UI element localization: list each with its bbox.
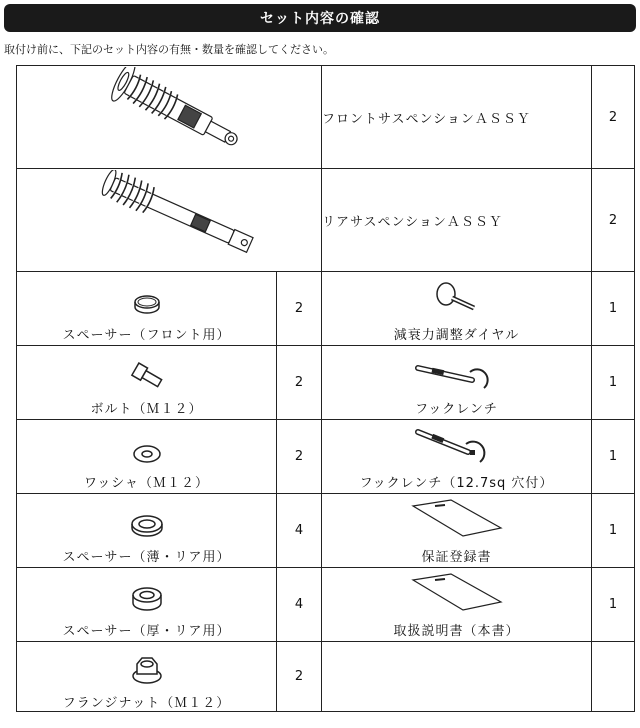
part-cell <box>322 346 592 420</box>
parts-table <box>16 65 635 712</box>
front-assembly-image-cell <box>17 66 322 169</box>
front-coilover-icon <box>84 67 254 167</box>
part-qty: 2 <box>277 420 322 494</box>
part-name: フックレンチ <box>415 402 498 417</box>
assembly-qty: 2 <box>592 66 635 169</box>
damping-dial-icon <box>432 278 482 318</box>
part-cell <box>17 642 277 712</box>
table-row <box>17 272 635 346</box>
assembly-name: リアサスペンションＡＳＳＹ <box>322 169 592 272</box>
part-name: ワッシャ（Ｍ１２） <box>83 476 210 491</box>
part-cell <box>322 420 592 494</box>
part-qty: 2 <box>277 272 322 346</box>
rear-coilover-icon <box>69 170 269 270</box>
part-qty: 1 <box>592 420 635 494</box>
part-name: フランジナット（Ｍ１２） <box>62 696 231 711</box>
part-name: 保証登録書 <box>421 550 492 565</box>
empty-cell <box>322 642 592 712</box>
table-row <box>17 494 635 568</box>
part-name: スペーサー（厚・リア用） <box>62 624 231 639</box>
part-name: フックレンチ（12.7sq 穴付） <box>359 476 554 491</box>
part-qty: 1 <box>592 494 635 568</box>
part-cell <box>17 346 277 420</box>
part-qty: 1 <box>592 272 635 346</box>
hook-wrench-square-icon <box>412 426 502 466</box>
part-cell <box>17 272 277 346</box>
table-row <box>17 169 635 272</box>
table-row <box>17 568 635 642</box>
part-qty: 1 <box>592 346 635 420</box>
rear-assembly-image-cell <box>17 169 322 272</box>
part-cell <box>322 272 592 346</box>
intro-text: 取付け前に、下記のセット内容の有無・数量を確認してください。 <box>4 43 334 56</box>
part-qty: 2 <box>277 346 322 420</box>
table-row <box>17 346 635 420</box>
section-header <box>4 4 636 32</box>
manual-icon <box>407 572 507 614</box>
part-cell <box>17 568 277 642</box>
washer-icon <box>127 442 167 466</box>
assembly-qty: 2 <box>592 169 635 272</box>
flange-nut-icon <box>127 652 167 686</box>
spacer-ring-icon <box>127 292 167 318</box>
part-qty: 4 <box>277 494 322 568</box>
thick-spacer-icon <box>125 584 169 614</box>
warranty-card-icon <box>407 498 507 540</box>
table-row <box>17 420 635 494</box>
part-cell <box>17 420 277 494</box>
part-name: 減衰力調整ダイヤル <box>393 328 520 343</box>
table-row <box>17 66 635 169</box>
part-name: スペーサー（フロント用） <box>62 328 231 343</box>
assembly-name: フロントサスペンションＡＳＳＹ <box>322 66 592 169</box>
part-name: スペーサー（薄・リア用） <box>62 550 231 565</box>
bolt-icon <box>127 362 167 392</box>
section-title: セット内容の確認 <box>260 11 380 27</box>
hook-wrench-icon <box>412 358 502 392</box>
part-qty: 1 <box>592 568 635 642</box>
part-cell <box>322 494 592 568</box>
part-name: 取扱説明書（本書） <box>393 624 520 639</box>
part-qty: 2 <box>277 642 322 712</box>
part-cell <box>322 568 592 642</box>
part-name: ボルト（Ｍ１２） <box>90 402 203 417</box>
part-cell <box>17 494 277 568</box>
empty-qty <box>592 642 635 712</box>
part-qty: 4 <box>277 568 322 642</box>
thin-spacer-icon <box>125 512 169 540</box>
table-row <box>17 642 635 712</box>
